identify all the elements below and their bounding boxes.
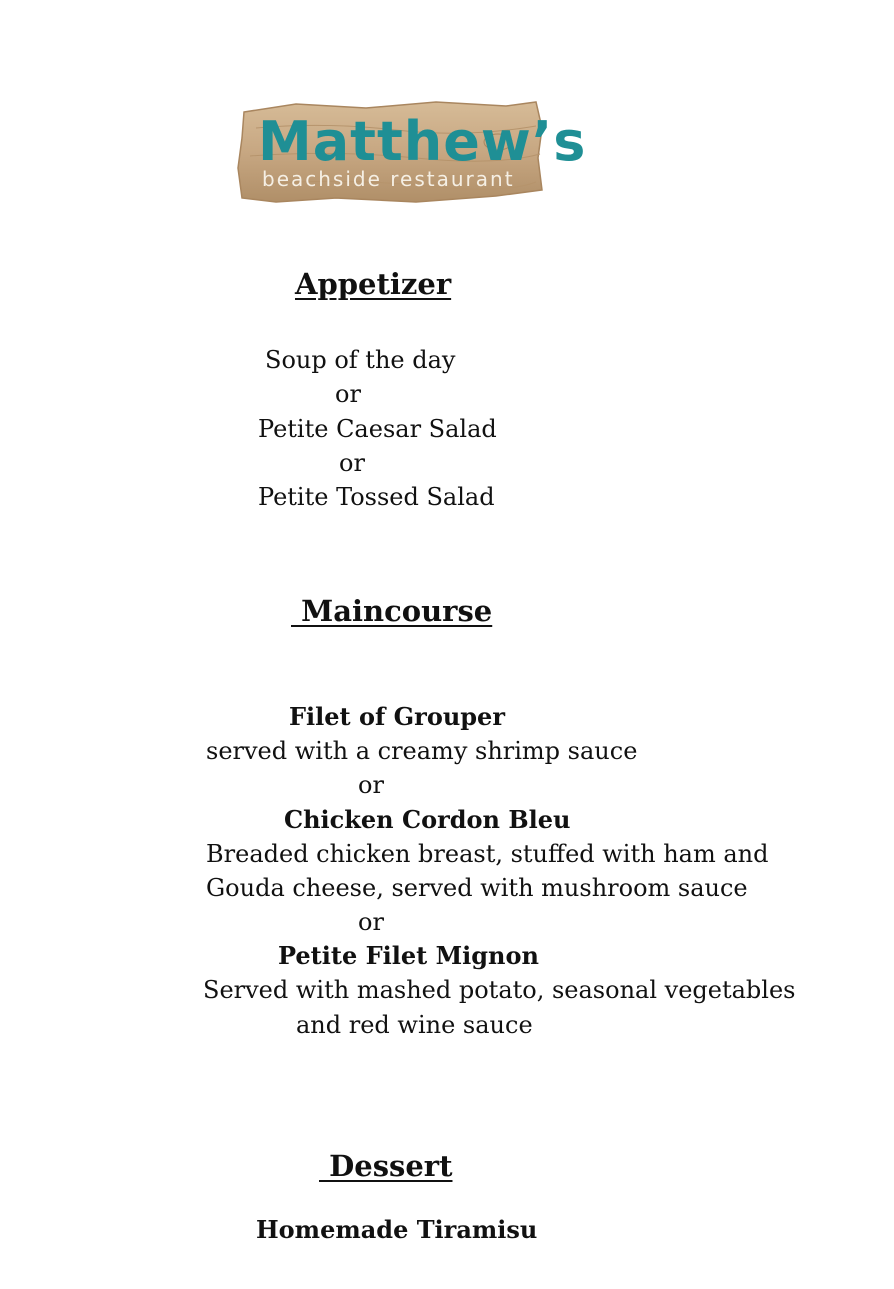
dessert-item: Homemade Tiramisu: [256, 1215, 538, 1244]
restaurant-logo: [236, 98, 587, 206]
appetizer-or: or: [335, 380, 361, 408]
maincourse-or: or: [358, 908, 384, 936]
appetizer-item: Soup of the day: [265, 346, 456, 374]
logo-tagline: beachside restaurant: [262, 167, 515, 191]
dish-name-filet-mignon: Petite Filet Mignon: [278, 941, 539, 970]
dish-name-cordon-bleu: Chicken Cordon Bleu: [284, 805, 571, 834]
appetizer-item: Petite Caesar Salad: [258, 415, 497, 443]
appetizer-heading: Appetizer: [295, 267, 452, 301]
dessert-heading: Dessert: [319, 1149, 453, 1183]
dish-desc-filet-mignon-line2: and red wine sauce: [296, 1011, 533, 1039]
dish-desc-cordon-bleu-line2: Gouda cheese, served with mushroom sauce: [206, 874, 748, 902]
maincourse-heading: Maincourse: [291, 594, 493, 628]
dish-desc-filet-mignon-line1: Served with mashed potato, seasonal vegetables: [203, 976, 796, 1004]
maincourse-or: or: [358, 771, 384, 799]
appetizer-or: or: [339, 449, 365, 477]
appetizer-item: Petite Tossed Salad: [258, 483, 495, 511]
dish-desc-cordon-bleu-line1: Breaded chicken breast, stuffed with ham and: [206, 840, 769, 868]
logo-name: Matthew’s: [258, 110, 587, 173]
dish-desc-grouper: served with a creamy shrimp sauce: [206, 737, 638, 765]
dish-name-grouper: Filet of Grouper: [289, 702, 505, 731]
